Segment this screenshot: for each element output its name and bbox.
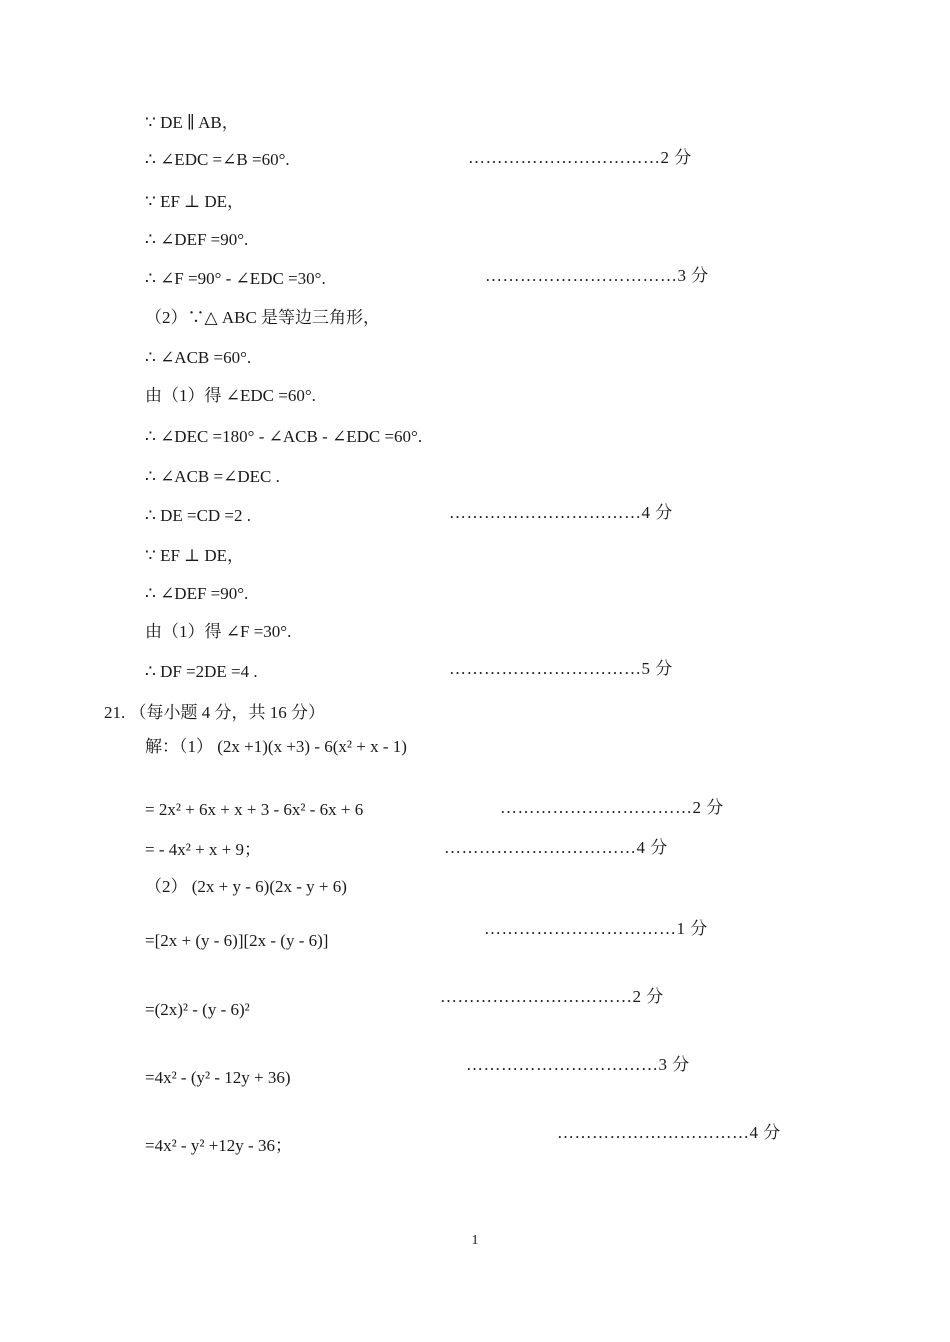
solution-line-2: = 2x² + 6x + x + 3 - 6x² - 6x + 6: [145, 800, 364, 819]
proof-line-3: ∵ EF ⊥ DE，: [145, 192, 245, 211]
proof-line-11: ∴ DE =CD =2 .: [145, 506, 252, 525]
proof-line-6: （2）∵△ ABC 是等边三角形，: [145, 308, 381, 327]
proof-line-14: 由（1）得 ∠F =30°.: [145, 622, 292, 641]
proof-line-10: ∴ ∠ACB =∠DEC .: [145, 467, 280, 486]
score-marker: ……………………………2 分: [468, 148, 692, 167]
page-number: 1: [471, 1233, 479, 1248]
score-marker: ……………………………2 分: [440, 987, 664, 1006]
proof-line-9: ∴ ∠DEC =180° - ∠ACB - ∠EDC =60°.: [145, 427, 423, 446]
score-marker: ……………………………4 分: [444, 838, 668, 857]
proof-line-5: ∴ ∠F =90° - ∠EDC =30°.: [145, 269, 326, 288]
score-marker: ……………………………3 分: [485, 266, 709, 285]
score-marker: ……………………………4 分: [449, 503, 673, 522]
proof-line-13: ∴ ∠DEF =90°.: [145, 584, 249, 603]
proof-line-12: ∵ EF ⊥ DE，: [145, 546, 245, 565]
proof-line-8: 由（1）得 ∠EDC =60°.: [145, 386, 316, 405]
score-marker: ……………………………5 分: [449, 659, 673, 678]
score-marker: ……………………………3 分: [466, 1055, 690, 1074]
score-marker: ……………………………4 分: [557, 1123, 781, 1142]
question-21-heading: 21. （每小题 4 分，共 16 分）: [104, 703, 325, 722]
solution-line-7: =4x² - (y² - 12y + 36): [145, 1068, 291, 1087]
solution-line-6: =(2x)² - (y - 6)²: [145, 1000, 250, 1019]
score-marker: ……………………………1 分: [484, 919, 708, 938]
proof-line-15: ∴ DF =2DE =4 .: [145, 662, 258, 681]
proof-line-7: ∴ ∠ACB =60°.: [145, 348, 252, 367]
solution-line-8: =4x² - y² +12y - 36；: [145, 1136, 292, 1155]
proof-line-4: ∴ ∠DEF =90°.: [145, 230, 249, 249]
proof-line-2: ∴ ∠EDC =∠B =60°.: [145, 150, 290, 169]
solution-line-3: = - 4x² + x + 9；: [145, 840, 262, 859]
solution-line-4: （2） (2x + y - 6)(2x - y + 6): [145, 877, 347, 896]
score-marker: ……………………………2 分: [500, 798, 724, 817]
solution-line-1: 解：（1） (2x +1)(x +3) - 6(x² + x - 1): [145, 737, 407, 756]
solution-line-5: =[2x + (y - 6)][2x - (y - 6)]: [145, 931, 329, 950]
proof-line-1: ∵ DE ∥ AB，: [145, 113, 239, 132]
